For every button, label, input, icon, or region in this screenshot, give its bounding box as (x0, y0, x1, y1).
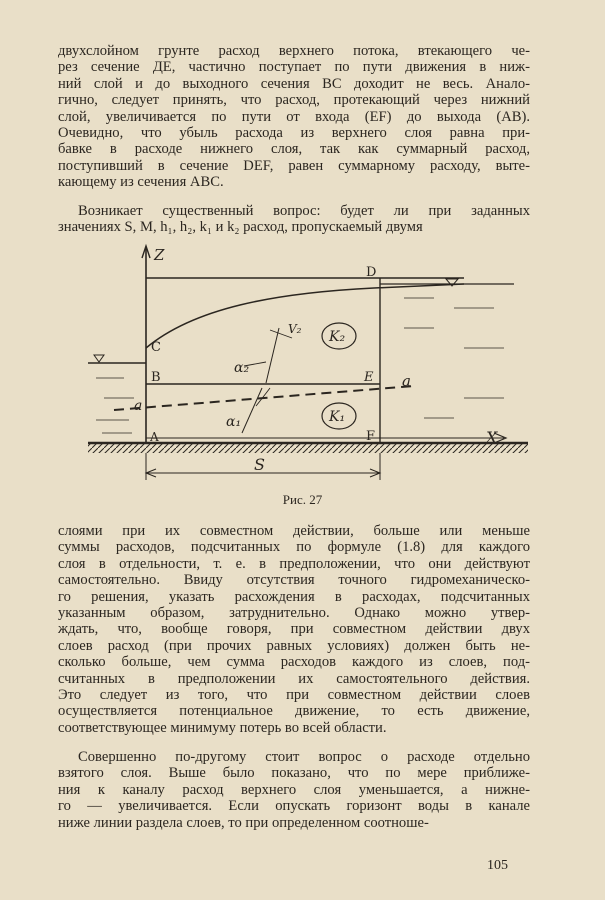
paragraph-2 (58, 203, 530, 236)
label-a: A (150, 430, 159, 444)
text-line: Совершенно по-другому стоит вопрос о расходе отдельно (78, 749, 530, 765)
text-line: ниже линии раздела слоев, то при определенном соотноше- (58, 814, 429, 831)
paragraph-4 (58, 749, 530, 831)
label-x: X (486, 428, 498, 447)
text-line: слой, увеличивается по пути от входа (EF) до выхода (АВ). (58, 108, 530, 125)
label-e: Е (364, 370, 374, 385)
figure-caption: Рис. 27 (282, 492, 323, 507)
dashed-line-aa (114, 386, 414, 410)
label-s: S (254, 455, 265, 474)
label-a-right: a (402, 372, 411, 390)
text-line: го решения, указать расхождения в расходах, подсчитанных (58, 588, 530, 605)
paragraph-3 (58, 523, 530, 736)
text-line: взятого слоя. Выше было показано, что по мере приближе- (58, 765, 530, 782)
label-b: B (151, 370, 161, 385)
label-a-left: a (134, 398, 143, 414)
text-line: суммы расходов, подсчитанных по формуле (1.8) для каждого (58, 539, 530, 556)
ground-hatching (88, 443, 528, 453)
text-line: Это следует из того, что при совместном действии слоев (58, 687, 530, 704)
label-alpha2: α₂ (234, 360, 250, 376)
text-line: Очевидно, что убыль расхода из верхнего слоя равна при- (58, 125, 530, 142)
text-line: сколько больше, чем сумма расходов каждого из слоев, под- (58, 654, 530, 671)
page-number: 105 (487, 858, 508, 873)
text-line: осуществляется потенциальное движение, то есть движение, (58, 703, 530, 720)
text-line: бавке в расходе нижнего слоя, так как суммарный расход, (58, 141, 530, 158)
paragraph-1 (58, 43, 530, 191)
label-d: D (366, 265, 377, 280)
text-line: го — увеличивается. Если опускать горизонт воды в канале (58, 798, 530, 815)
text-line: Возникает существенный вопрос: будет ли при заданных (78, 203, 530, 219)
text-line: значениях S, M, h₁, h₂, k₁ и k₂ расход, пропускаемый двумя (58, 219, 423, 236)
text-line: рез сечение ДЕ, частично поступает по пути движения в ниж- (58, 59, 530, 76)
label-c: C (151, 340, 161, 355)
text-line: поступивший в сечение DEF, равен суммарному расходу, выте- (58, 157, 530, 174)
text-line: ний слой и до выходного сечения ВС доходит не весь. Анало- (58, 75, 530, 92)
text-line: считанных в предположении их самостоятельного действия. (58, 670, 530, 687)
label-f: F (366, 429, 376, 444)
label-alpha1: α₁ (226, 414, 242, 430)
text-line: ждать, что, вообще говоря, при совместном действии двух (58, 621, 530, 638)
figure-27-diagram (74, 238, 534, 500)
text-line: самостоятельно. Ввиду отсутствия точного гидромеханическо- (58, 572, 530, 589)
text-line: указанным образом, затруднительно. Однако можно утвер- (58, 605, 530, 622)
text-line: двухслойном грунте расход верхнего потока, втекающего че- (58, 43, 530, 59)
label-v2: V₂ (288, 322, 302, 336)
text-line: соответствующее минимуму потерь во всей области. (58, 719, 387, 736)
text-line: слоев расход (при прочих равных условиях) должен быть не- (58, 637, 530, 654)
label-z: Z (154, 246, 165, 264)
text-line: ния к каналу расход верхнего слоя уменьшается, а нижне- (58, 781, 530, 798)
label-k1: K₁ (329, 409, 346, 425)
text-line: гично, следует принять, что расход, протекающий через нижний (58, 92, 530, 109)
depression-curve (146, 284, 464, 348)
text-line: кающему из сечения АВС. (58, 174, 224, 191)
text-line: слоя в отдельности, т. е. в предположении, что они действуют (58, 555, 530, 572)
text-line: слоями при их совместном действии, больше или меньше (58, 523, 530, 539)
label-k2: K₂ (329, 329, 346, 345)
